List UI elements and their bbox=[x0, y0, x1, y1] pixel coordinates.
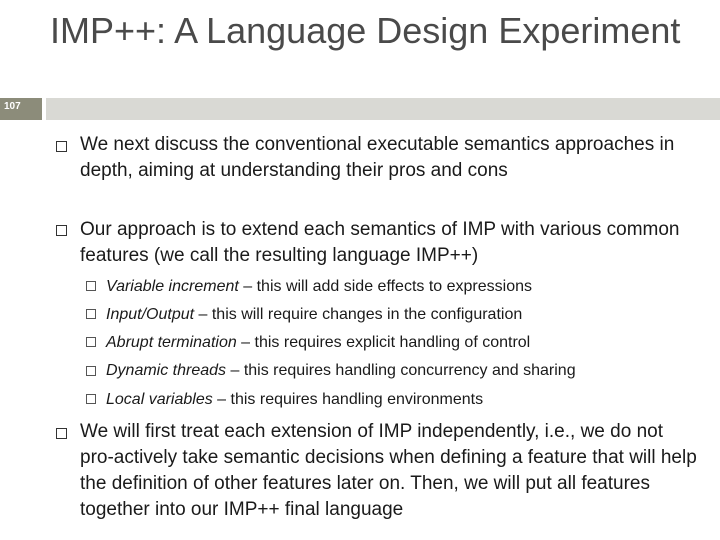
sub-bullet-marker bbox=[86, 394, 96, 404]
sub-bullet-marker bbox=[86, 281, 96, 291]
sub-bullet-marker bbox=[86, 366, 96, 376]
sub-bullet-text bbox=[106, 277, 706, 297]
bullet-marker bbox=[56, 428, 67, 439]
slide-number-box bbox=[0, 98, 42, 120]
bullet-text: We will first treat each extension of IMP independently, i.e., we do not pro-actively take semantic decisions when defining a feature that will help the definition of other features later on. Then, we will put all features together into our IMP++ final language bbox=[80, 421, 697, 520]
sub-bullet-term: Input/Output bbox=[106, 306, 195, 323]
sub-bullet-rest: – this will add side effects to expressions bbox=[238, 278, 532, 295]
sub-bullet-rest: – this requires handling environments bbox=[212, 391, 484, 408]
sub-bullet-term: Abrupt termination bbox=[106, 334, 237, 351]
slide-number: 107 bbox=[4, 101, 21, 112]
sub-bullet-rest: – this requires handling concurrency and sharing bbox=[226, 362, 576, 379]
sub-bullet-text bbox=[106, 305, 706, 325]
bullet-marker bbox=[56, 225, 67, 236]
sub-bullet-term: Variable increment bbox=[106, 278, 239, 295]
sub-bullet-rest: – this will require changes in the configuration bbox=[194, 306, 523, 323]
title-underline-bar bbox=[46, 98, 720, 120]
bullet-text: We next discuss the conventional executable semantics approaches in depth, aiming at understanding their pros and cons bbox=[80, 134, 675, 181]
bullet-text: Our approach is to extend each semantics of IMP with various common features (we call the resulting language IMP++) bbox=[80, 219, 680, 266]
sub-bullet-text bbox=[106, 390, 706, 410]
sub-bullet-marker bbox=[86, 337, 96, 347]
sub-bullet-term: Dynamic threads bbox=[106, 362, 227, 379]
sub-bullet-rest: – this requires explicit handling of control bbox=[236, 334, 531, 351]
sub-bullet-marker bbox=[86, 309, 96, 319]
sub-bullet-text bbox=[106, 333, 706, 353]
sub-bullet-term: Local variables bbox=[106, 391, 213, 408]
slide-title: IMP++: A Language Design Experiment bbox=[50, 10, 681, 51]
bullet-marker bbox=[56, 141, 67, 152]
sub-bullet-text bbox=[106, 361, 706, 381]
